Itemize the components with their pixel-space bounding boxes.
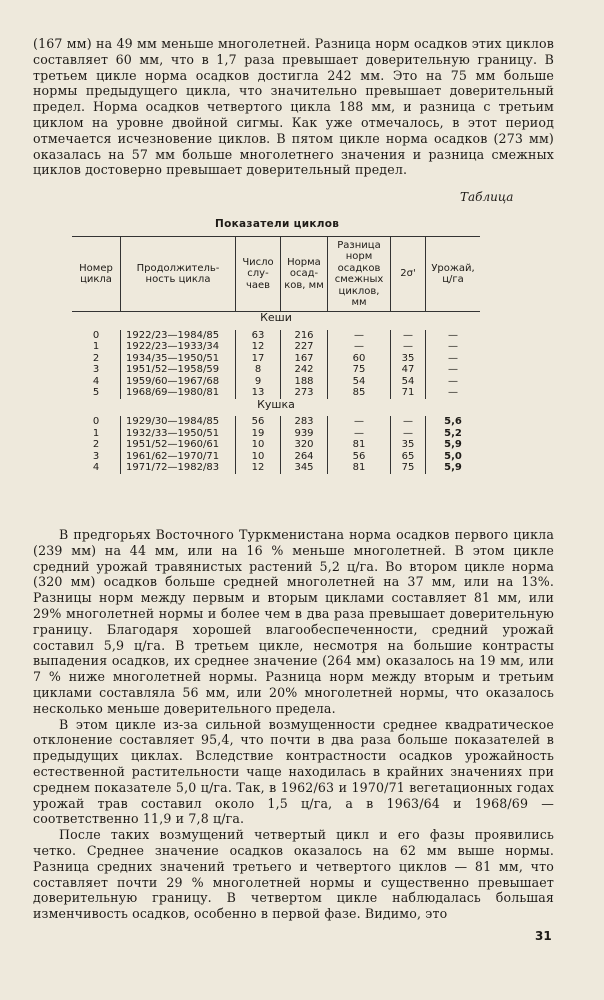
cell: 35 <box>391 439 426 451</box>
cell: — <box>426 330 481 342</box>
header-duration: Продолжитель-ность цикла <box>121 237 236 312</box>
cell: 1922/23—1984/85 <box>121 330 236 342</box>
intro-text-block <box>33 36 554 178</box>
cell: 188 <box>281 376 328 388</box>
cell: 5,9 <box>426 462 481 474</box>
cell: 242 <box>281 364 328 376</box>
table-title: Показатели циклов <box>215 218 340 230</box>
cell: — <box>328 428 391 440</box>
cell: 75 <box>391 462 426 474</box>
table-row <box>72 439 480 451</box>
cell: 167 <box>281 353 328 365</box>
cell: 3 <box>92 364 100 375</box>
cell: 1951/52—1958/59 <box>121 364 236 376</box>
cell: 2 <box>92 439 100 450</box>
header-difference: Разница норм осадков смежных циклов, мм <box>328 237 391 312</box>
cell: 10 <box>236 439 281 451</box>
cell: — <box>426 364 481 376</box>
cell: 4 <box>92 462 100 473</box>
cell: 81 <box>328 439 391 451</box>
cell: 2 <box>92 352 100 364</box>
cell: 60 <box>328 353 391 365</box>
cell: — <box>391 416 426 428</box>
cell: 75 <box>328 364 391 376</box>
cell: 273 <box>281 387 328 399</box>
cell: 12 <box>236 341 281 353</box>
cell: 56 <box>236 416 281 428</box>
cell: 8 <box>236 364 281 376</box>
cell: — <box>328 341 391 353</box>
cell: 65 <box>391 451 426 463</box>
table-row <box>72 376 480 388</box>
table-row <box>72 387 480 399</box>
cell: 5,9 <box>426 439 481 451</box>
cell: 9 <box>236 376 281 388</box>
header-cycle-number: Номер цикла <box>72 237 121 312</box>
cell: 227 <box>281 341 328 353</box>
cell: — <box>391 428 426 440</box>
cell: 0 <box>92 329 100 341</box>
cell: 4 <box>92 375 100 387</box>
cell: — <box>426 387 481 399</box>
section-name-keshi: Кеши <box>260 311 292 324</box>
cell: 0 <box>92 416 100 427</box>
cell: 1934/35—1950/51 <box>121 353 236 365</box>
intro-paragraph: (167 мм) на 49 мм меньше многолетней. Разница норм осадков этих циклов составляет 60 мм, что в 1,7 раза превышает доверительную границу. В третьем цикле норма осадков достигла 242 мм. Это на 75 мм больше нормы предыдущего цикла, что значительно превышает доверительный предел. Норма осадков четвертого цикла 188 мм, и разница с третьим циклом на уровне двойной сигмы. Как уже отмечалось, в этот период отмечается исчезновение циклов. В пятом цикле норма осадков (273 мм) оказалась на 57 мм больше многолетнего значения и разница смежных циклов достоверно превышает доверительный предел. <box>33 36 554 178</box>
cell: 56 <box>328 451 391 463</box>
section-name-kushka: Кушка <box>257 397 295 411</box>
table-caption: Таблица <box>460 190 514 204</box>
table-header-row <box>72 237 480 312</box>
cell: 54 <box>391 376 426 388</box>
cell: 63 <box>236 330 281 342</box>
cell: 3 <box>92 450 100 462</box>
header-sigma: 2σ' <box>391 237 426 312</box>
table-row <box>72 353 480 365</box>
cell: 81 <box>328 462 391 474</box>
cell: 17 <box>236 353 281 365</box>
header-yield: Урожай, ц/га <box>426 237 481 312</box>
cell: — <box>426 341 481 353</box>
cell: — <box>426 376 481 388</box>
page-number: 31 <box>535 929 552 943</box>
cell: — <box>391 330 426 342</box>
cell: 5,6 <box>426 416 481 428</box>
section-row-keshi <box>72 312 480 324</box>
paragraph-fourth-cycle: После таких возмущений четвертый цикл и его фазы проявились четко. Среднее значение осадков оказалось на 62 мм выше нормы. Разница средних значений третьего и четвертого циклов — 81 мм, что составляет почти 29 % многолетней нормы и существенно превышает доверительную границу. В четвертом цикле наблюдалась большая изменчивость осадков, особенно в первой фазе. Видимо, это <box>33 827 554 922</box>
cell: 54 <box>328 376 391 388</box>
cell: 345 <box>281 462 328 474</box>
cell: 1929/30—1984/85 <box>121 416 236 428</box>
cell: 12 <box>236 462 281 474</box>
table-row <box>72 416 480 428</box>
cell: 1959/60—1967/68 <box>121 376 236 388</box>
table-row <box>72 341 480 353</box>
cell: 13 <box>236 387 281 399</box>
cell: — <box>328 416 391 428</box>
cell: 5,0 <box>426 451 481 463</box>
paragraph-east-turkmenistan: В предгорьях Восточного Туркменистана норма осадков первого цикла (239 мм) на 44 мм, или на 16 % меньше многолетней. В этом цикле средний урожай травянистых растений 5,2 ц/га. Во втором цикле норма (320 мм) осадков больше средней многолетней на 37 мм, или на 13%. Разницы норм между первым и вторым циклами составляет 81 мм, или 29% многолетней нормы и более чем в два раза превышает доверительную границу. Благодаря хорошей влагообеспеченности, средний урожай составил 5,9 ц/га. В третьем цикле, несмотря на большие контрасты выпадения осадков, их среднее значение (264 мм) оказалось на 19 мм, или 7 % ниже многолетней нормы. Разница норм между вторым и третьим циклами составляла 56 мм, или 20% многолетней нормы, что оказалось несколько меньше доверительного предела. <box>33 527 554 716</box>
table-row <box>72 451 480 463</box>
header-norm: Норма осад-ков, мм <box>281 237 328 312</box>
cell: 1968/69—1980/81 <box>121 387 236 399</box>
cell: 939 <box>281 428 328 440</box>
table-row <box>72 462 480 474</box>
cell: 1971/72—1982/83 <box>121 462 236 474</box>
table-row <box>72 428 480 440</box>
cell: 1922/23—1933/34 <box>121 341 236 353</box>
header-cases: Число слу-чаев <box>236 237 281 312</box>
cell: 283 <box>281 416 328 428</box>
cell: 10 <box>236 451 281 463</box>
cell: 1 <box>92 427 100 439</box>
cell: 35 <box>391 353 426 365</box>
table-row <box>72 364 480 376</box>
cell: 85 <box>328 387 391 399</box>
body-text-block <box>33 527 554 922</box>
cell: 1961/62—1970/71 <box>121 451 236 463</box>
cell: 19 <box>236 428 281 440</box>
section-row-kushka <box>72 399 480 411</box>
cell: 1 <box>92 341 100 352</box>
cell: 264 <box>281 451 328 463</box>
cell: — <box>426 353 481 365</box>
cell: 216 <box>281 330 328 342</box>
cell: 5,2 <box>426 428 481 440</box>
cell: 1932/33—1950/51 <box>121 428 236 440</box>
cell: — <box>328 330 391 342</box>
cell: — <box>391 341 426 353</box>
cell: 1951/52—1960/61 <box>121 439 236 451</box>
cell: 5 <box>92 387 100 398</box>
cell: 71 <box>391 387 426 399</box>
paragraph-disturbance: В этом цикле из-за сильной возмущенности среднее квадратическое отклонение составляет 95,4, что почти в два раза больше показателей в предыдущих циклах. Вследствие контрастности осадков урожайность естественной растительности чаще находилась в крайних значениях при среднем показателе 5,0 ц/га. Так, в 1962/63 и 1970/71 вегетационных годах урожай трав составил около 1,5 ц/га, а в 1963/64 и 1968/69 — соответственно 11,9 и 7,8 ц/га. <box>33 716 554 827</box>
cell: 320 <box>281 439 328 451</box>
cell: 47 <box>391 364 426 376</box>
cycles-table <box>72 236 480 474</box>
table-row <box>72 330 480 342</box>
